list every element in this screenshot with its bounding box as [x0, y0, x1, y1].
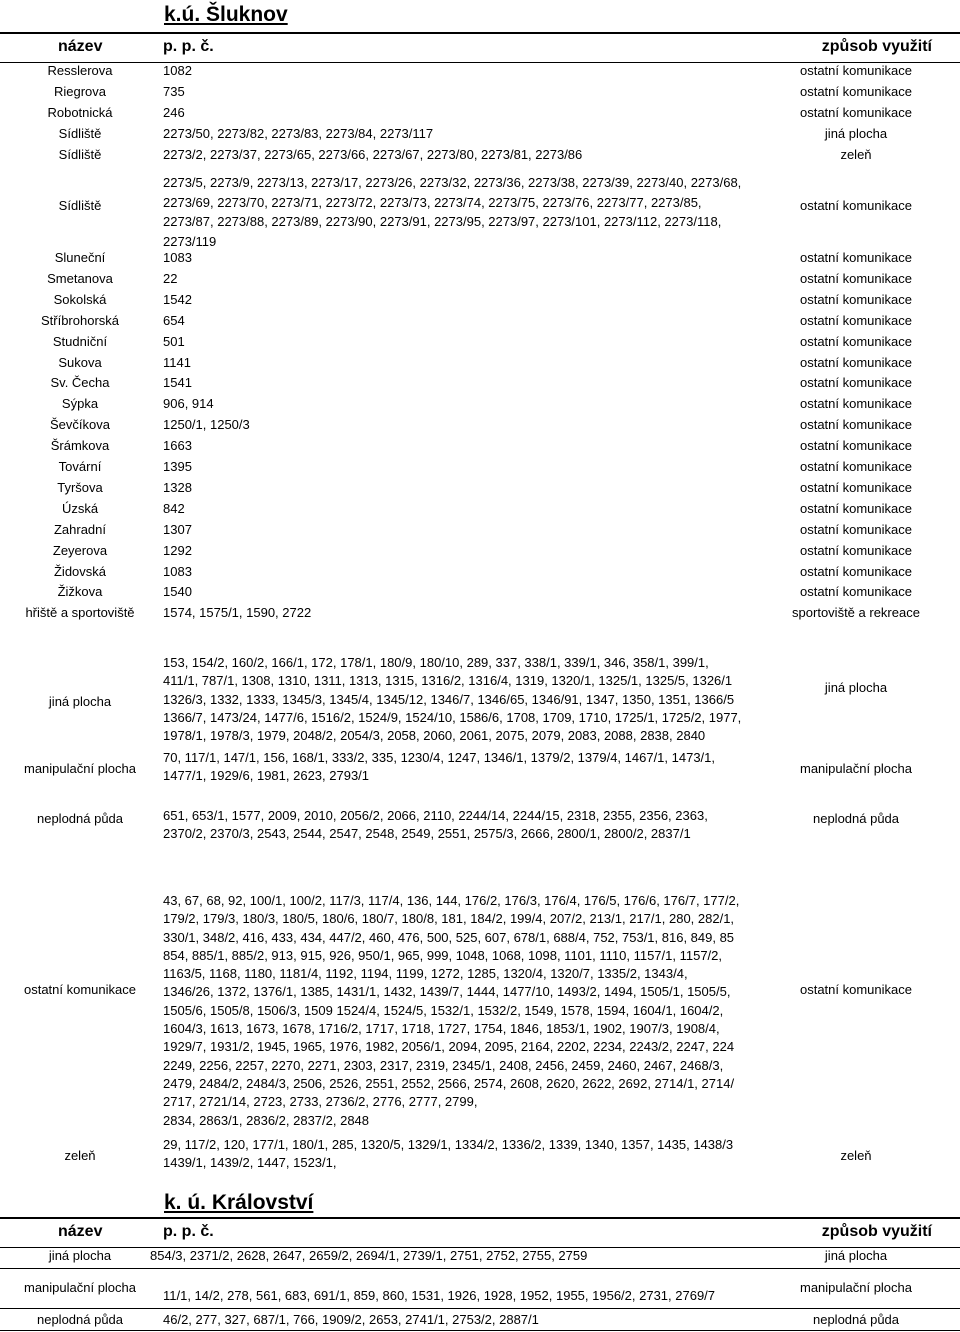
table-row — [0, 144, 960, 165]
row-parcel: 2273/50, 2273/82, 2273/83, 2273/84, 2273/117 — [163, 126, 434, 141]
row-parcel: 1663 — [163, 438, 192, 454]
row-parcel: 735 — [163, 84, 185, 99]
row-usage: ostatní komunikace — [799, 563, 912, 579]
row-usage: ostatní komunikace — [799, 479, 912, 495]
table-row — [0, 310, 960, 331]
row-usage: ostatní komunikace — [799, 375, 912, 391]
table-row-sidliste — [0, 166, 960, 249]
block-parcels: 29, 117/2, 120, 177/1, 180/1, 285, 1320/5, 1329/1, 1334/2, 1336/2, 1339, 1340, 1357, 1435, 1438/3 1439/1, 1439/2, 1447, 1523/1, — [163, 1137, 734, 1171]
header-usage: způsob využití — [821, 38, 932, 55]
row-parcel: 2273/2, 2273/37, 2273/65, 2273/66, 2273/67, 2273/80, 2273/81, 2273/86 — [163, 147, 583, 162]
row-parcel: 906, 914 — [163, 396, 214, 412]
section-title-kralovstvi: k. ú. Království — [164, 1191, 314, 1214]
row-usage: ostatní komunikace — [799, 396, 912, 412]
row-usage: neplodná půda — [812, 1312, 900, 1327]
table-row — [0, 1309, 960, 1330]
table-row — [0, 1277, 960, 1303]
block-usage: jiná plocha — [824, 680, 888, 695]
row-name: Židovská — [53, 563, 107, 579]
row-name: Tyršova — [57, 479, 103, 495]
row-usage: ostatní komunikace — [799, 312, 912, 328]
row-name: Sukova — [58, 354, 102, 370]
row-name: Ševčíkova — [50, 417, 110, 433]
header-usage: způsob využití — [821, 1223, 932, 1240]
table-row — [0, 456, 960, 477]
row-usage: manipulační plocha — [799, 1280, 913, 1295]
block-name: neplodná půda — [36, 811, 124, 826]
row-usage: ostatní komunikace — [799, 63, 912, 78]
header-name: název — [58, 38, 103, 55]
table-row — [0, 331, 960, 352]
row-name: Riegrova — [53, 84, 107, 99]
row-parcel: 1541 — [163, 375, 192, 391]
row-parcel: 1083 — [163, 563, 192, 579]
row-name: Studniční — [52, 333, 108, 349]
row-parcel: 246 — [163, 105, 185, 120]
row-name: Robotnická — [47, 105, 113, 120]
row-name: Sídliště — [58, 198, 102, 214]
table-row — [0, 561, 960, 582]
row-name: Sýpka — [61, 396, 99, 412]
row-usage: ostatní komunikace — [799, 84, 912, 99]
row-usage: sportoviště a rekreace — [792, 605, 920, 621]
table-header — [0, 32, 960, 63]
row-usage: ostatní komunikace — [799, 291, 912, 307]
row-name: Zeyerova — [52, 542, 108, 558]
table-row — [0, 498, 960, 519]
row-usage: jiná plocha — [824, 126, 888, 141]
header-parcel: p. p. č. — [163, 1223, 214, 1240]
row-name: Žižkova — [57, 584, 103, 600]
block-zelen — [0, 1136, 960, 1176]
table-header-2 — [0, 1217, 960, 1248]
block-name: manipulační plocha — [23, 761, 137, 777]
block-usage: manipulační plocha — [799, 761, 913, 777]
block-name: jiná plocha — [48, 693, 112, 709]
block-jina-plocha — [0, 654, 960, 749]
row-parcel: 2273/5, 2273/9, 2273/13, 2273/17, 2273/26, 2273/32, 2273/36, 2273/38, 2273/39, 2273/40, 2273/68, 2273/69, 2273/70, 2273/71, 2273/72, 2273/73, 2273/74, 2273/75, 2273/76, 2273/77, 2273/85, 2273/87, 2273/88, 2273/89, 2273/90, 2273/91, 2273/95, 2273/97, 2273/101, 2273/112, 2273/118, 2273/119 — [163, 175, 742, 249]
row-name: hřiště a sportoviště — [25, 605, 135, 621]
table-row — [0, 1245, 960, 1266]
row-parcel: 654 — [163, 312, 185, 328]
row-name: neplodná půda — [36, 1312, 124, 1327]
row-usage: ostatní komunikace — [799, 542, 912, 558]
row-parcel: 1307 — [163, 521, 192, 537]
row-parcel: 1540 — [163, 584, 192, 600]
row-usage: ostatní komunikace — [799, 500, 912, 516]
row-parcel: 1082 — [163, 63, 192, 78]
table-row — [0, 102, 960, 123]
table-row — [0, 393, 960, 414]
table-row — [0, 289, 960, 310]
block-name: ostatní komunikace — [23, 982, 136, 997]
row-parcel: 1250/1, 1250/3 — [163, 417, 250, 433]
row-name: Smetanova — [47, 270, 113, 286]
row-usage: ostatní komunikace — [799, 417, 912, 433]
row-usage: ostatní komunikace — [799, 459, 912, 474]
block-name: zeleň — [64, 1148, 96, 1164]
header-name: název — [58, 1223, 103, 1240]
row-parcel: 1083 — [163, 250, 192, 265]
row-name: manipulační plocha — [23, 1280, 137, 1295]
row-parcel: 854/3, 2371/2, 2628, 2647, 2659/2, 2694/1, 2739/1, 2751, 2752, 2755, 2759 — [150, 1248, 588, 1263]
row-name: Zahradní — [53, 521, 107, 537]
table-row — [0, 81, 960, 102]
row-parcel: 11/1, 14/2, 278, 561, 683, 691/1, 859, 860, 1531, 1926, 1928, 1952, 1955, 1956/2, 2731, 2769/7 — [163, 1288, 716, 1303]
row-usage: ostatní komunikace — [799, 521, 912, 537]
row-parcel: 1395 — [163, 459, 192, 474]
row-usage: ostatní komunikace — [799, 105, 912, 120]
row-usage: ostatní komunikace — [799, 354, 912, 370]
row-parcel: 1328 — [163, 479, 192, 495]
table-row — [0, 268, 960, 289]
section-title-sluknov: k.ú. Šluknov — [164, 3, 288, 26]
row-name: jiná plocha — [48, 1248, 112, 1263]
row-name: Sokolská — [53, 291, 107, 307]
table-row — [0, 247, 960, 268]
row-parcel: 842 — [163, 500, 185, 516]
row-parcel: 501 — [163, 333, 185, 349]
row-usage: ostatní komunikace — [799, 584, 912, 600]
row-parcel: 1292 — [163, 542, 192, 558]
block-parcels: 43, 67, 68, 92, 100/1, 100/2, 117/3, 117/4, 136, 144, 176/2, 176/3, 176/4, 176/5, 176/6, 176/7, 177/2, 179/2, 179/3, 180/3, 180/5, 180/6, 180/7, 180/8, 181, 184/2, 199/4, 207/2, 213/1, 217/1, 280, 282/1, 330/1, 348/2, 416, 433, 434, 447/2, 460, 476, 500, 525, 607, 678/1, 688/4, 752, 753/1, 816, 849, 85 854, 885/1, 885/2, 913, 915, 926, 950/1, 965, 999, 1048, 1068, 1098, 1101, 1110, 1157/1, 1157/2, 1163/5, 1168, 1180, 1181/4, 1192, 1194, 1199, 1272, 1285, 1320/4, 1320/7, 1335/2, 1343/4, 1346/26, 1372, 1376/1, 1385, 1431/1, 1432, 1439/7, 1444, 1477/10, 1493/2, 1494, 1505/1, 1505/5, 1505/6, 1505/8, 1506/3, 1509 1524/4, 1524/5, 1532/1, 1532/2, 1549, 1578, 1594, 1604/1, 1604/2, 1604/3, 1613, 1673, 1678, 1716/2, 1717, 1718, 1727, 1754, 1846, 1853/1, 1902, 1907/3, 1908/4, 1929/7, 1931/2, 1945, 1965, 1976, 1982, 2056/1, 2094, 2095, 2164, 2202, 2234, 2243/2, 2247, 224 2249, 2256, 2257, 2270, 2271, 2303, 2317, 2319, 2345/1, 2408, 2456, 2459, 2460, 2467, 2468/3, 2479, 2484/2, 2484/3, 2506, 2526, 2551, 2552, 2566, 2574, 2608, 2620, 2622, 2692, 2714/1, 2714/ 2717, 2721/14, 2723, 2733, 2736/2, 2776, 2777, 2799, 2834, 2863/1, 2836/2, 2837/2, 2848 — [163, 893, 740, 1128]
table-row — [0, 372, 960, 393]
row-parcel: 46/2, 277, 327, 687/1, 766, 1909/2, 2653, 2741/1, 2753/2, 2887/1 — [163, 1312, 539, 1327]
row-usage: ostatní komunikace — [799, 250, 912, 265]
block-parcels: 70, 117/1, 147/1, 156, 168/1, 333/2, 335, 1230/4, 1247, 1346/1, 1379/2, 1379/4, 1467/1, 1473/1, 1477/1, 1929/6, 1981, 2623, 2793/1 — [163, 750, 716, 784]
block-parcels: 153, 154/2, 160/2, 166/1, 172, 178/1, 180/9, 180/10, 289, 337, 338/1, 339/1, 346, 358/1, 399/1, 411/1, 787/1, 1308, 1310, 1311, 1313, 1315, 1316/2, 1316/4, 1319, 1320/1, 1325/1, 1325/5, 1326/1 1326/3, 1332, 1333, 1345/3, 1345/4, 1345/12, 1346/7, 1346/65, 1346/91, 1347, 1350, 1351, 1366/5 1366/7, 1473/24, 1477/6, 1516/2, 1524/9, 1524/10, 1586/6, 1708, 1709, 1710, 1725/1, 1725/2, 1977, 1978/1, 1978/3, 1979, 2048/2, 2054/3, 2058, 2060, 2061, 2075, 2079, 2083, 2088, 2838, 2840 — [163, 655, 742, 744]
block-neplodna-puda — [0, 807, 960, 847]
row-usage: ostatní komunikace — [799, 333, 912, 349]
row-name: Tovární — [58, 459, 102, 474]
block-usage: neplodná půda — [812, 811, 900, 826]
table-row — [0, 352, 960, 373]
table-row — [0, 123, 960, 144]
table-row — [0, 540, 960, 561]
row-usage: ostatní komunikace — [799, 438, 912, 454]
row-name: Sídliště — [58, 147, 102, 162]
row-name: Stříbrohorská — [40, 312, 120, 328]
row-usage: zeleň — [840, 147, 872, 162]
row-usage: ostatní komunikace — [799, 198, 912, 214]
row-parcel: 1542 — [163, 291, 192, 307]
table-row — [0, 581, 960, 602]
block-usage: zeleň — [840, 1148, 872, 1164]
row-parcel: 1141 — [163, 354, 191, 370]
row-name: Šrámkova — [50, 438, 110, 454]
block-ostatni-komunikace — [0, 892, 960, 1132]
row-name: Sídliště — [58, 126, 102, 141]
row-usage: ostatní komunikace — [799, 270, 912, 286]
row-name: Sluneční — [54, 250, 106, 265]
table-row — [0, 602, 960, 623]
block-parcels: 651, 653/1, 1577, 2009, 2010, 2056/2, 2066, 2110, 2244/14, 2244/15, 2318, 2355, 2356, 2363, 2370/2, 2370/3, 2543, 2544, 2547, 2548, 2549, 2551, 2575/3, 2666, 2800/1, 2800/2, 2837/1 — [163, 808, 708, 842]
table-row — [0, 414, 960, 435]
table-row — [0, 519, 960, 540]
row-name: Resslerova — [47, 63, 113, 78]
block-manipulacni-plocha — [0, 749, 960, 789]
table-row — [0, 435, 960, 456]
row-name: Úzská — [61, 500, 99, 516]
row-usage: jiná plocha — [824, 1248, 888, 1263]
row-parcel: 22 — [163, 270, 178, 286]
table-row — [0, 477, 960, 498]
block-usage: ostatní komunikace — [799, 982, 912, 997]
row-name: Sv. Čecha — [50, 375, 110, 391]
header-parcel: p. p. č. — [163, 38, 214, 55]
table-row — [0, 60, 960, 81]
row-parcel: 1574, 1575/1, 1590, 2722 — [163, 605, 312, 621]
